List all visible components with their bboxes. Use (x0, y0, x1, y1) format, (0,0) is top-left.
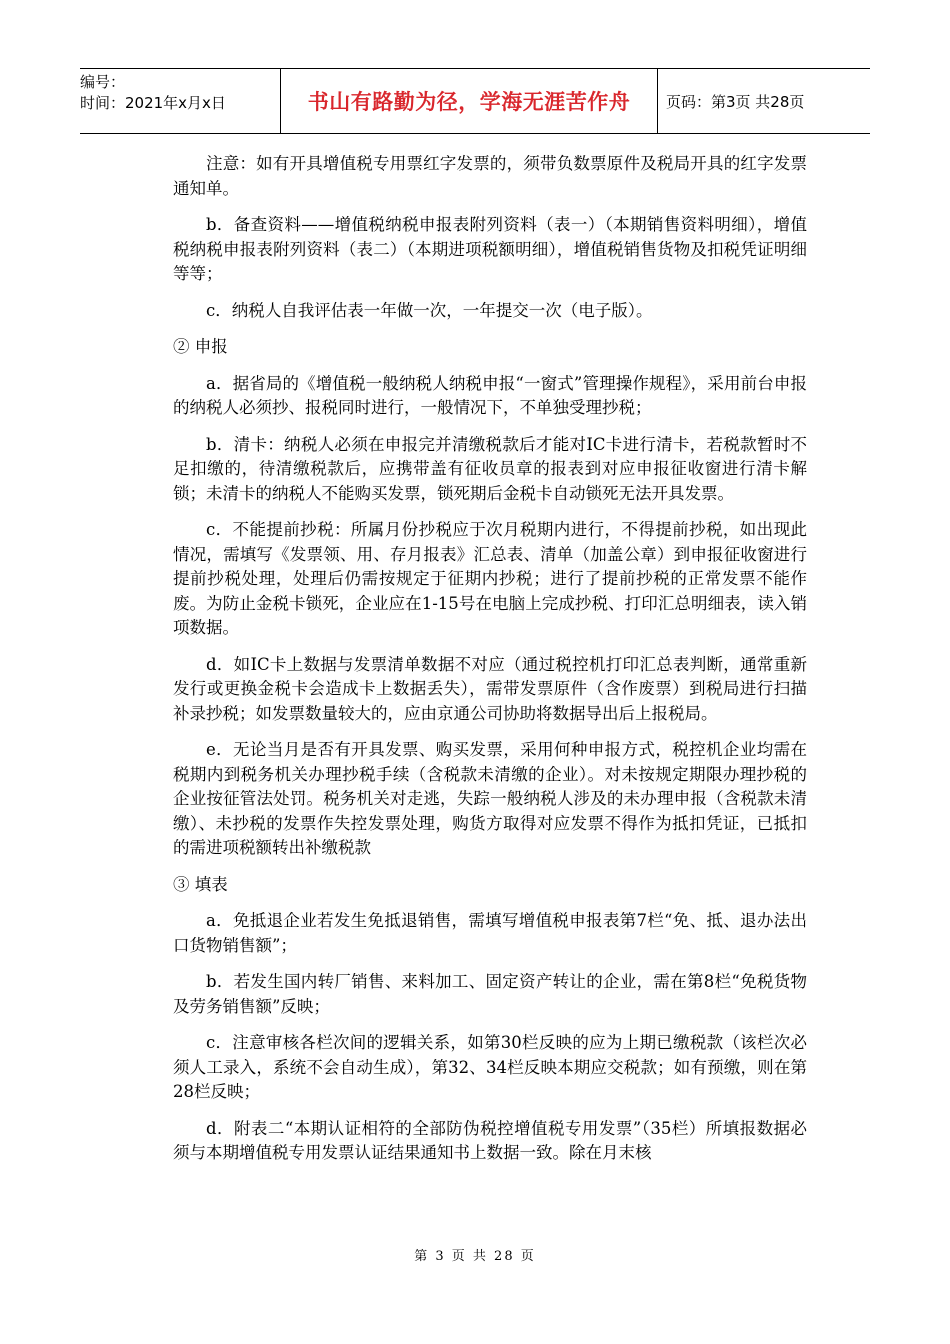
paragraph: c．纳税人自我评估表一年做一次，一年提交一次（电子版）。 (206, 300, 653, 320)
page-footer: 第 3 页 共 28 页 (414, 1249, 536, 1264)
paragraph: e．无论当月是否有开具发票、购买发票，采用何种申报方式，税控机企业均需在税期内到税务机关办理抄税手续（含税款未清缴的企业）。对未按规定期限办理抄税的企业按征管法处罚。税务机关对走逃，失踪一般纳税人涉及的未办理申报（含税款未清缴）、未抄税的发票作失控发票处理，购货方取得对应发票不得作为抵扣凭证，已抵扣的需进项税额转出补缴税款 (173, 740, 807, 857)
paragraph: d．附表二“本期认证相符的全部防伪税控增值税专用发票”（35栏）所填报数据必须与本期增值税专用发票认证结果通知书上数据一致。除在月末核 (173, 1118, 807, 1162)
paragraph: c．不能提前抄税：所属月份抄税应于次月税期内进行，不得提前抄税，如出现此情况，需填写《发票领、用、存月报表》汇总表、清单（加盖公章）到申报征收窗进行提前抄税处理，处理后仍需按规定于征期内抄税；进行了提前抄税的正常发票不能作废。为防止金税卡锁死，企业应在1-15号在电脑上完成抄税、打印汇总明细表，读入销项数据。 (173, 520, 807, 637)
paragraph: b．清卡：纳税人必须在申报完并清缴税款后才能对IC卡进行清卡，若税款暂时不足扣缴的，待清缴税款后，应携带盖有征收员章的报表到对应申报征收窗进行清卡解锁；未清卡的纳税人不能购买发票，锁死期后金税卡自动锁死无法开具发票。 (173, 434, 807, 503)
page-header (80, 68, 870, 134)
paragraph-note: 注意：如有开具增值税专用票红字发票的，须带负数票原件及税局开具的红字发票通知单。 (173, 154, 807, 198)
paragraph: a．免抵退企业若发生免抵退销售，需填写增值税申报表第7栏“免、抵、退办法出口货物销售额”； (173, 911, 807, 955)
document-body (173, 152, 807, 1178)
paragraph: b．备查资料——增值税纳税申报表附列资料（表一）（本期销售资料明细），增值税纳税申报表附列资料（表二）（本期进项税额明细），增值税销售货物及扣税凭证明细等等； (173, 215, 807, 283)
document-time-label: 时间：2021年x月x日 (80, 94, 226, 112)
header-page-info: 页码：第3页 共28页 (666, 92, 805, 111)
paragraph: a．据省局的《增值税一般纳税人纳税申报“一窗式”管理操作规程》，采用前台申报的纳税人必须抄、报税同时进行，一般情况下，不单独受理抄税； (173, 373, 807, 417)
paragraph: d．如IC卡上数据与发票清单数据不对应（通过税控机打印汇总表判断，通常重新发行或更换金税卡会造成卡上数据丢失），需带发票原件（含作废票）到税局进行扫描补录抄税；如发票数量较大的，应由京通公司协助将数据导出后上报税局。 (173, 654, 807, 723)
section-heading-declaration: ② 申报 (173, 337, 228, 356)
section-heading-fill-form: ③ 填表 (173, 874, 228, 894)
paragraph: c．注意审核各栏次间的逻辑关系，如第30栏反映的应为上期已缴税款（该栏次必须人工录入，系统不会自动生成），第32、34栏反映本期应交税款；如有预缴，则在第28栏反映； (173, 1033, 807, 1101)
paragraph: b．若发生国内转厂销售、来料加工、固定资产转让的企业，需在第8栏“免税货物及劳务销售额”反映； (173, 972, 807, 1016)
header-meta (80, 69, 281, 133)
document-number-label: 编号： (80, 73, 126, 91)
header-motto: 书山有路勤为径，学海无涯苦作舟 (281, 69, 658, 133)
